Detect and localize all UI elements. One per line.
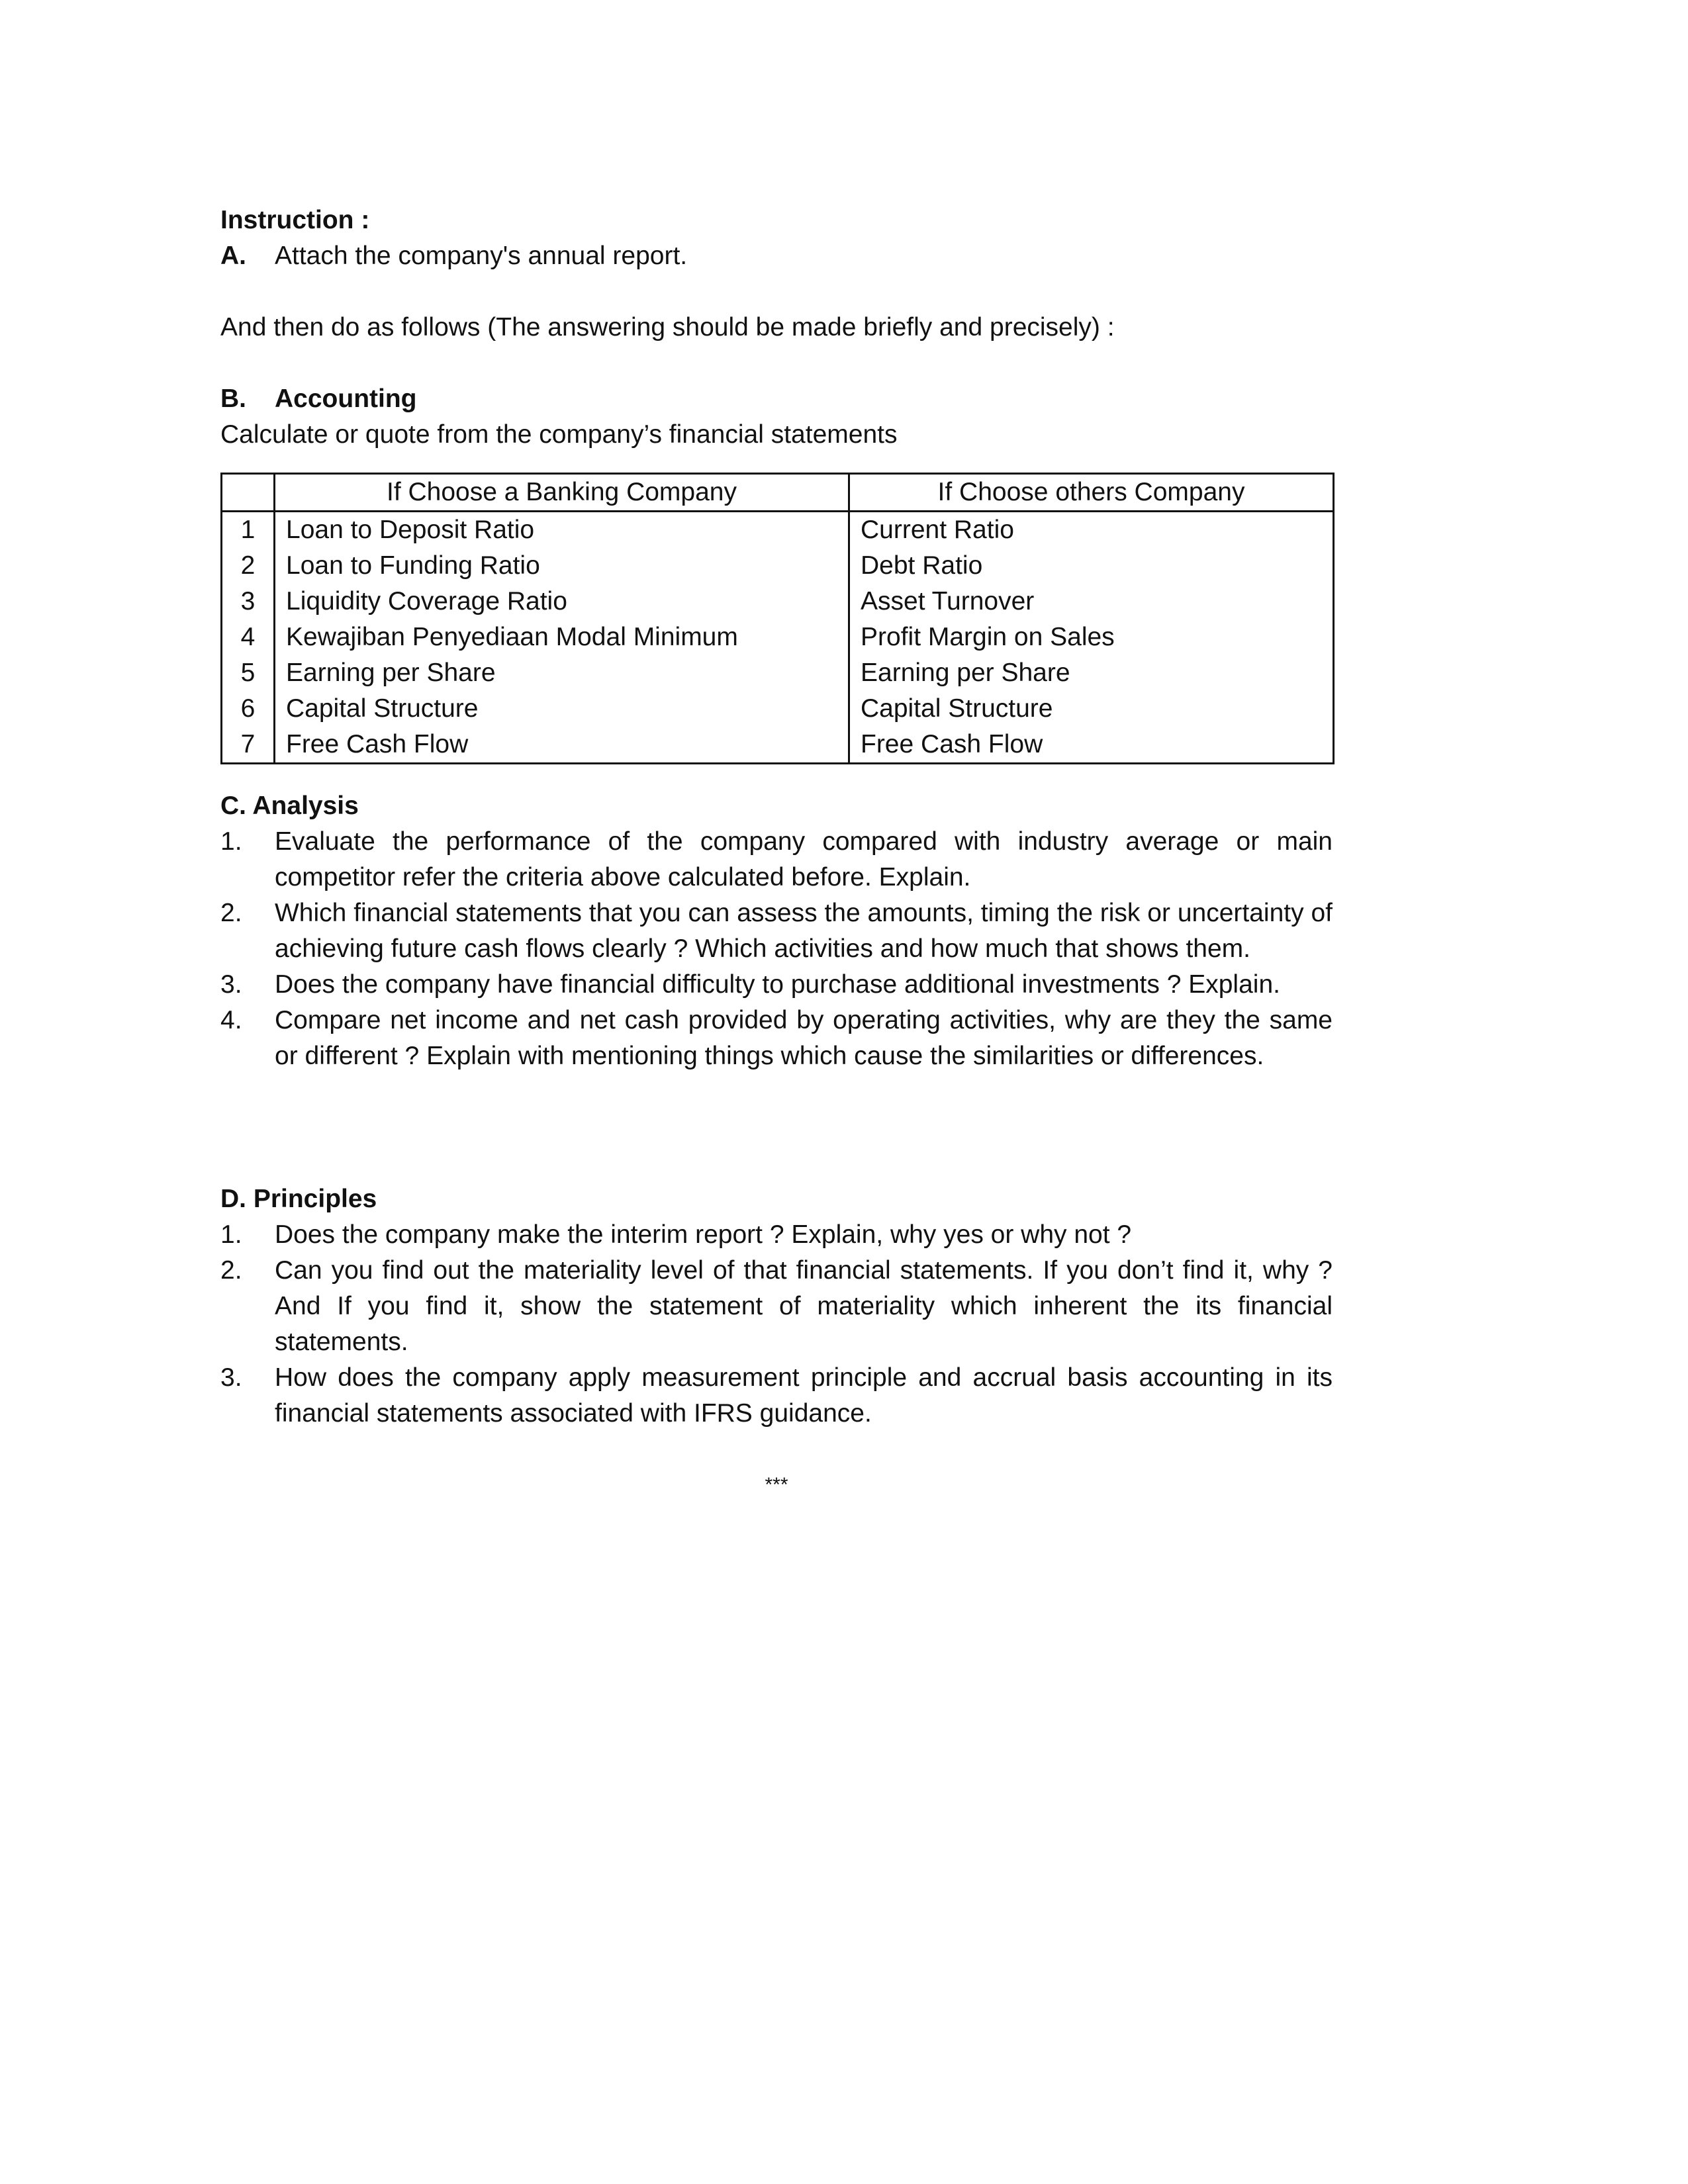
principles-item-text: Can you find out the materiality level of that financial statements. If you don’t find it, why ? And If you find it, show the statement of materiality which inherent the its financial statements. xyxy=(275,1256,1333,1356)
others-ratio: Current Ratio xyxy=(849,512,1334,549)
table-row xyxy=(222,619,1334,655)
analysis-item-number: 4. xyxy=(220,1006,242,1034)
table-row xyxy=(222,691,1334,727)
row-number: 6 xyxy=(222,691,275,727)
analysis-item-text: Which financial statements that you can assess the amounts, timing the risk or uncertainty of achieving future cash flows clearly ? Which activities and how much that shows them. xyxy=(275,899,1333,963)
instruction-heading: Instruction : xyxy=(220,206,370,234)
others-ratio: Debt Ratio xyxy=(849,548,1334,584)
row-number: 5 xyxy=(222,655,275,691)
spacer xyxy=(220,345,1333,381)
list-item xyxy=(220,824,1333,895)
document-page xyxy=(220,203,1333,1503)
row-number: 1 xyxy=(222,512,275,549)
principles-list xyxy=(220,1217,1333,1432)
principles-item-number: 2. xyxy=(220,1256,242,1285)
instruction-a xyxy=(220,238,1333,274)
banking-ratio: Earning per Share xyxy=(275,655,849,691)
analysis-item-number: 3. xyxy=(220,970,242,999)
banking-ratio: Kewajiban Penyediaan Modal Minimum xyxy=(275,619,849,655)
banking-ratio: Loan to Deposit Ratio xyxy=(275,512,849,549)
spacer xyxy=(220,764,1333,788)
principles-item-number: 3. xyxy=(220,1363,242,1392)
table-row xyxy=(222,727,1334,764)
list-item xyxy=(220,1217,1333,1253)
analysis-item-text: Does the company have financial difficulty to purchase additional investments ? Explain. xyxy=(275,970,1280,999)
list-item xyxy=(220,895,1333,967)
banking-ratio: Liquidity Coverage Ratio xyxy=(275,584,849,619)
principles-item-text: Does the company make the interim report ? Explain, why yes or why not ? xyxy=(275,1220,1132,1249)
list-item xyxy=(220,967,1333,1003)
others-ratio: Capital Structure xyxy=(849,691,1334,727)
followup-text: And then do as follows (The answering should be made briefly and precisely) : xyxy=(220,313,1115,341)
analysis-item-number: 2. xyxy=(220,899,242,927)
others-ratio: Asset Turnover xyxy=(849,584,1334,619)
row-number: 7 xyxy=(222,727,275,764)
spacer xyxy=(220,1074,1333,1181)
accounting-letter: B. xyxy=(220,385,246,413)
list-item xyxy=(220,1253,1333,1360)
table-row xyxy=(222,584,1334,619)
accounting-title: Accounting xyxy=(275,385,417,413)
table-row xyxy=(222,655,1334,691)
ratio-table-banking-header: If Choose a Banking Company xyxy=(275,474,849,512)
analysis-heading: C. Analysis xyxy=(220,792,359,820)
row-number: 3 xyxy=(222,584,275,619)
end-marker: *** xyxy=(765,1474,788,1496)
others-ratio: Earning per Share xyxy=(849,655,1334,691)
principles-heading: D. Principles xyxy=(220,1185,377,1213)
banking-ratio: Free Cash Flow xyxy=(275,727,849,764)
list-item xyxy=(220,1360,1333,1432)
table-row xyxy=(222,548,1334,584)
analysis-item-text: Compare net income and net cash provided by operating activities, why are they the same or different ? Explain with mentioning things which cause the similarities or differences. xyxy=(275,1006,1333,1070)
analysis-list xyxy=(220,824,1333,1074)
instruction-a-text: Attach the company's annual report. xyxy=(275,242,688,270)
banking-ratio: Loan to Funding Ratio xyxy=(275,548,849,584)
row-number: 2 xyxy=(222,548,275,584)
analysis-item-text: Evaluate the performance of the company compared with industry average or main competitor refer the criteria above calculated before. Explain. xyxy=(275,827,1333,891)
row-number: 4 xyxy=(222,619,275,655)
analysis-item-number: 1. xyxy=(220,827,242,856)
accounting-subtitle: Calculate or quote from the company’s financial statements xyxy=(220,420,898,449)
ratio-table-others-header: If Choose others Company xyxy=(849,474,1334,512)
principles-item-text: How does the company apply measurement principle and accrual basis accounting in its financial statements associated with IFRS guidance. xyxy=(275,1363,1333,1428)
ratio-table-header-row xyxy=(222,474,1334,512)
banking-ratio: Capital Structure xyxy=(275,691,849,727)
spacer xyxy=(220,274,1333,310)
list-item xyxy=(220,1003,1333,1074)
others-ratio: Free Cash Flow xyxy=(849,727,1334,764)
table-row xyxy=(222,512,1334,549)
others-ratio: Profit Margin on Sales xyxy=(849,619,1334,655)
ratio-table-num-header xyxy=(222,474,275,512)
instruction-a-letter: A. xyxy=(220,242,246,270)
principles-item-number: 1. xyxy=(220,1220,242,1249)
ratio-table xyxy=(220,473,1335,764)
accounting-heading xyxy=(220,381,1333,417)
